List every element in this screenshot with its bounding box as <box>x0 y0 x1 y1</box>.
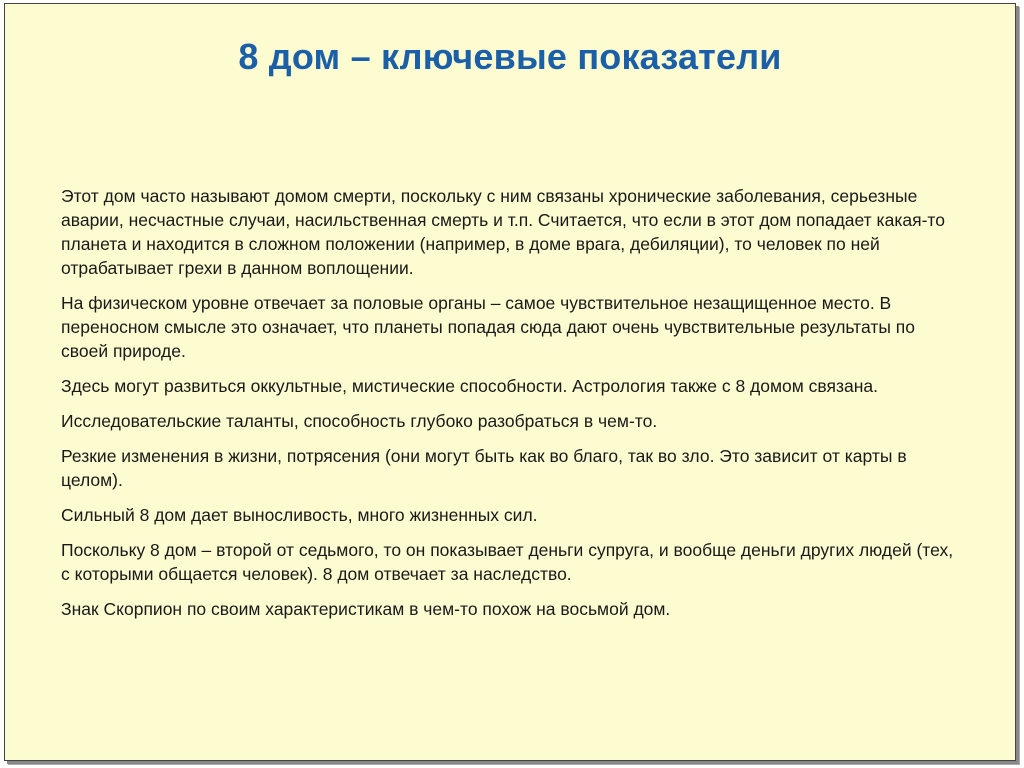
paragraph: Поскольку 8 дом – второй от седьмого, то он показывает деньги супруга, и вообще деньги других людей (тех, с которыми общается человек). 8 дом отвечает за наследство. <box>61 540 954 584</box>
paragraph: Этот дом часто называют домом смерти, поскольку с ним связаны хронические заболевания, серьезные аварии, несчастные случаи, насильственная смерть и т.п. Считается, что если в этот дом попадает какая-то планета и находится в сложном положении (например, в доме врага, дебиляции), то человек по ней отрабатывает грехи в данном воплощении. <box>61 186 945 278</box>
slide-body <box>61 184 961 632</box>
paragraph: Сильный 8 дом дает выносливость, много жизненных сил. <box>61 505 538 525</box>
paragraph: Здесь могут развиться оккультные, мистические способности. Астрология также с 8 домом связана. <box>61 376 878 396</box>
paragraph: На физическом уровне отвечает за половые органы – самое чувствительное незащищенное место. В переносном смысле это означает, что планеты попадая сюда дают очень чувствительные результаты по своей природе. <box>61 293 915 361</box>
slide-title: 8 дом – ключевые показатели <box>238 36 782 77</box>
paragraph: Резкие изменения в жизни, потрясения (они могут быть как во благо, так во зло. Это зависит от карты в целом). <box>61 446 907 490</box>
slide <box>4 3 1016 761</box>
paragraph: Исследовательские таланты, способность глубоко разобраться в чем-то. <box>61 411 658 431</box>
paragraph: Знак Скорпион по своим характеристикам в чем-то похож на восьмой дом. <box>61 599 671 619</box>
